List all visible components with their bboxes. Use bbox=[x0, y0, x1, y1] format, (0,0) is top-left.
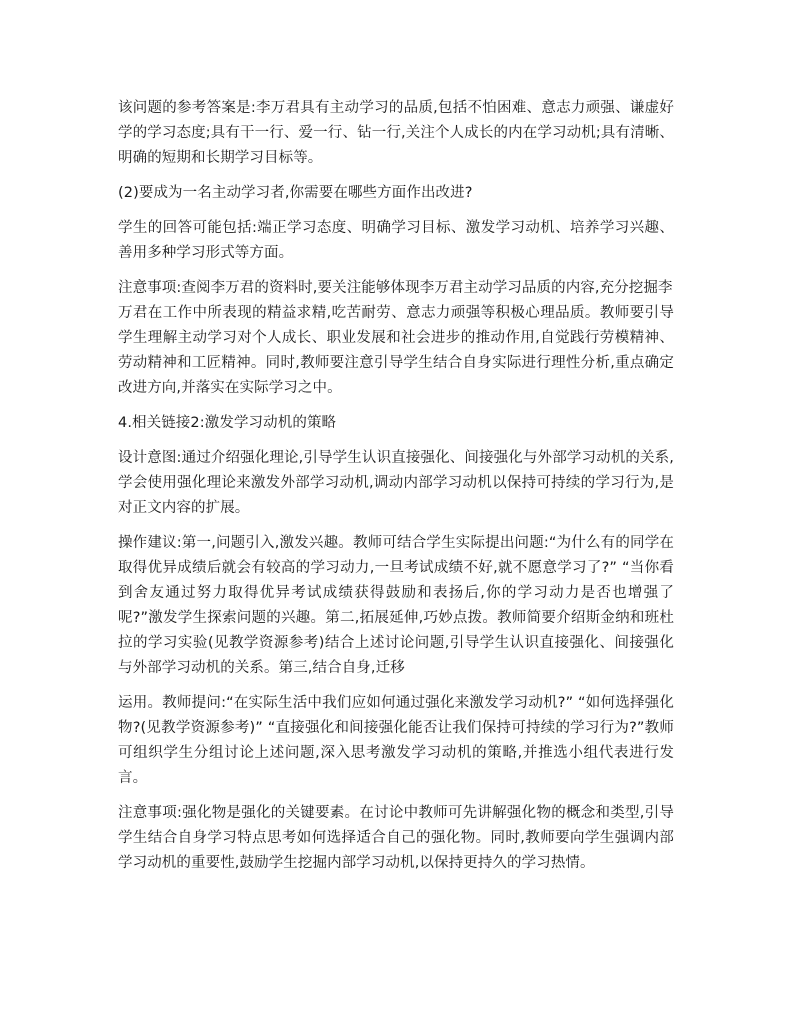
section-heading-link-2: 4.相关链接2:激发学习动机的策略 bbox=[118, 415, 337, 431]
paragraph-answer-reference: 该问题的参考答案是:李万君具有主动学习的品质,包括不怕困难、意志力顽强、谦虚好学的学习态度;具有干一行、爱一行、钻一行,关注个人成长的内在学习动机;具有清晰、明确的短期和长期学习目标等。 bbox=[118, 100, 674, 166]
paragraph-notes-1-continued: 万君在工作中所表现的精益求精,吃苦耐劳、意志力顽强等积极心理品质。教师要引导学生理解主动学习对个人成长、职业发展和社会进步的推动作用,自觉践行劳模精神、劳动精神和工匠精神。同时,教师要注意引导学生结合自身实际进行理性分析,重点确定改进方向,并落实在实际学习之中。 bbox=[118, 305, 674, 396]
paragraph-question-2: (2)要成为一名主动学习者,你需要在哪些方面作出改进? bbox=[118, 185, 473, 201]
paragraph-notes-2: 注意事项:强化物是强化的关键要素。在讨论中教师可先讲解强化物的概念和类型,引导学生结合自身学习特点思考如何选择适合自己的强化物。同时,教师要向学生强调内部学习动机的重要性,鼓励学生挖掘内部学习动机,以保持更持久的学习热情。 bbox=[118, 805, 674, 871]
paragraph-student-answer: 学生的回答可能包括:端正学习态度、明确学习目标、激发学习动机、培养学习兴趣、善用多种学习形式等方面。 bbox=[118, 220, 674, 261]
paragraph-design-intent: 设计意图:通过介绍强化理论,引导学生认识直接强化、间接强化与外部学习动机的关系,学会使用强化理论来激发外部学习动机,调动内部学习动机以保持可持续的学习行为,是对正文内容的扩展。 bbox=[118, 450, 674, 516]
paragraph-operation-advice: 操作建议:第一,问题引入,激发兴趣。教师可结合学生实际提出问题:“为什么有的同学在取得优异成绩后就会有较高的学习动力,一旦考试成绩不好,就不愿意学习了?” “当你看到舍友通过努力取得优异考试成绩获得鼓励和表扬后,你的学习动力是否也增强了呢?”激发学生探索问题的兴趣。第二,拓展延伸,巧妙点拨。教师简要介绍斯金纳和班杜拉的学习实验(见教学资源参考)结合上述讨论问题,引导学生认识直接强化、间接强化与外部学习动机的关系。第三,结合自身,迁移 bbox=[118, 535, 674, 676]
document-body bbox=[118, 96, 674, 886]
paragraph-operation-advice-continued: 运用。教师提问:“在实际生活中我们应如何通过强化来激发学习动机?” “如何选择强化物?(见教学资源参考)” “直接强化和间接强化能否让我们保持可持续的学习行为?”教师可组织学生分组讨论上述问题,深入思考激发学习动机的策略,并推选小组代表进行发言。 bbox=[118, 695, 674, 786]
paragraph-notes-1-start: 注意事项:查阅李万君的资料时,要关注能够体现李万君主动学习品质的内容,充分挖掘李 bbox=[118, 280, 673, 296]
